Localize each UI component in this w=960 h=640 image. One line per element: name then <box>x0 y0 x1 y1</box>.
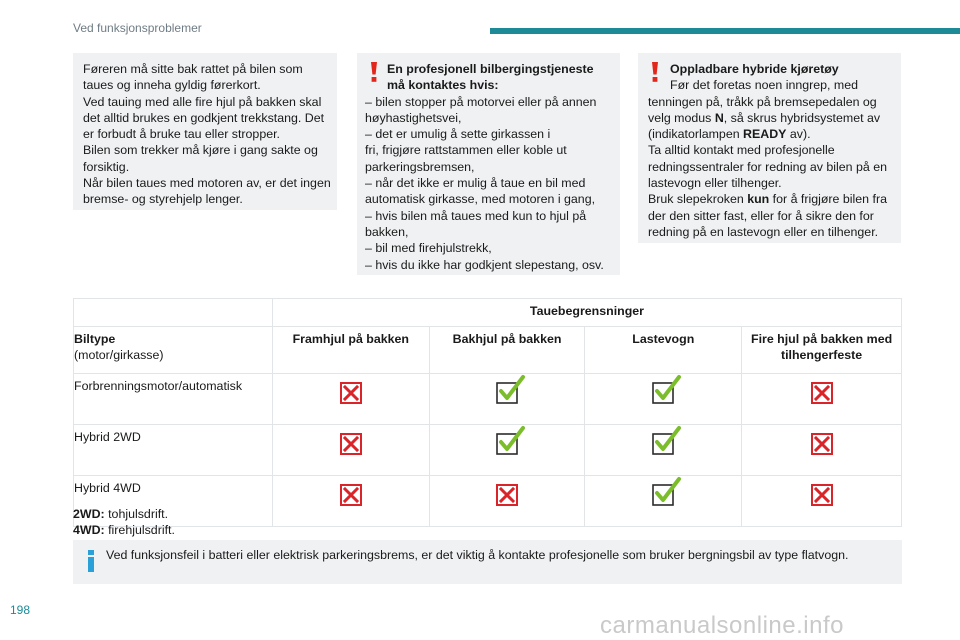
table-cell <box>585 374 742 425</box>
warning-title: må kontaktes hvis: <box>387 78 499 93</box>
row-label: Forbrenningsmotor/automatisk <box>74 374 273 425</box>
text-line: der den sitter fast, eller for å sikre den for <box>648 208 874 223</box>
table-cell <box>742 476 902 527</box>
text-line: – bilen stopper på motorvei eller på annen <box>365 94 597 109</box>
table-corner-cell <box>74 299 273 327</box>
text-line: automatisk girkasse, med motoren i gang, <box>365 192 596 207</box>
not-allowed-cross-icon <box>340 382 362 404</box>
not-allowed-cross-icon <box>340 433 362 455</box>
footnote-4wd: 4WD: firehjulsdrift. <box>73 523 175 537</box>
table-row <box>74 476 902 527</box>
text-line: redning på en lastevogn eller en tilhenger. <box>648 224 879 239</box>
warning-exclamation-icon <box>370 62 378 82</box>
text-line: bremse- og styrehjelp lenger. <box>83 192 243 207</box>
warning-title: Oppladbare hybride kjøretøy <box>670 62 839 76</box>
table-cell <box>429 374 585 425</box>
allowed-check-icon <box>496 382 518 404</box>
table-cell <box>585 425 742 476</box>
text-line: Føreren må sitte bak rattet på bilen som <box>83 62 303 76</box>
table-row <box>74 425 902 476</box>
text-line: parkeringsbremsen, <box>365 159 475 174</box>
table-header-row <box>74 327 902 374</box>
column-header: Bakhjul på bakken <box>429 327 585 374</box>
text-line: – hvis bilen må taues med kun to hjul på <box>365 208 587 223</box>
text-line: – det er umulig å sette girkassen i <box>365 127 551 142</box>
allowed-check-icon <box>496 433 518 455</box>
table-cell <box>272 425 429 476</box>
warning-title: En profesjonell bilbergingstjeneste <box>387 62 594 76</box>
column-header: Fire hjul på bakken med tilhengerfeste <box>742 327 902 374</box>
not-allowed-cross-icon <box>811 382 833 404</box>
text-line: Bilen som trekker må kjøre i gang sakte og <box>83 143 318 158</box>
table-cell <box>272 374 429 425</box>
table-cell <box>429 425 585 476</box>
footnotes <box>73 506 175 538</box>
info-icon <box>87 550 95 577</box>
allowed-check-icon <box>652 433 674 455</box>
hybrid-vehicle-warning-box <box>638 53 901 243</box>
text-line: – bil med firehjulstrekk, <box>365 241 492 256</box>
watermark: carmanualsonline.info <box>600 612 844 639</box>
table-cell <box>272 476 429 527</box>
footnote-2wd: 2WD: tohjulsdrift. <box>73 507 169 521</box>
row-label: Hybrid 4WD <box>74 476 273 527</box>
column-header: Framhjul på bakken <box>272 327 429 374</box>
towing-restrictions-table <box>73 298 902 527</box>
column-header: Lastevogn <box>585 327 742 374</box>
not-allowed-cross-icon <box>340 484 362 506</box>
header-accent-bar <box>490 28 960 34</box>
not-allowed-cross-icon <box>811 433 833 455</box>
text-line: – hvis du ikke har godkjent slepestang, osv. <box>365 257 604 272</box>
not-allowed-cross-icon <box>811 484 833 506</box>
text-line: er forbudt å bruke tau eller stropper. <box>83 127 280 142</box>
text-line: Bruk slepekroken kun for å frigjøre bilen fra <box>648 192 887 207</box>
text-line: forsiktig. <box>83 159 130 174</box>
table-title: Tauebegrensninger <box>272 299 901 327</box>
text-line: lastevogn eller tilhenger. <box>648 176 782 191</box>
text-line: tenningen på, tråkk på bremsepedalen og <box>648 94 877 109</box>
allowed-check-icon <box>652 484 674 506</box>
text-line: Ta alltid kontakt med profesjonelle <box>648 143 835 158</box>
text-line: høyhastighetsvei, <box>365 110 462 125</box>
text-line: (indikatorlampen READY av). <box>648 127 811 142</box>
text-line: – når det ikke er mulig å taue en bil med <box>365 176 586 191</box>
table-row <box>74 374 902 425</box>
table-cell <box>429 476 585 527</box>
page-number: 198 <box>10 603 31 617</box>
text-line: velg modus N, så skrus hybridsystemet av <box>648 110 881 125</box>
text-line: fri, frigjøre rattstammen eller koble ut <box>365 143 567 158</box>
table-cell <box>585 476 742 527</box>
vehicle-type-header: Biltype (motor/girkasse) <box>74 327 273 374</box>
text-line: Ved tauing med alle fire hjul på bakken skal <box>83 94 322 109</box>
warning-exclamation-icon <box>651 62 659 82</box>
text-line: Før det foretas noen inngrep, med <box>670 78 859 93</box>
info-box <box>73 540 902 584</box>
section-title: Ved funksjonsproblemer <box>73 21 202 35</box>
text-line: taues og inneha gyldig førerkort. <box>83 78 261 93</box>
text-line: bakken, <box>365 224 409 239</box>
row-label: Hybrid 2WD <box>74 425 273 476</box>
professional-towing-warning-box <box>357 53 620 275</box>
text-line: Når bilen taues med motoren av, er det ingen <box>83 176 331 191</box>
allowed-check-icon <box>652 382 674 404</box>
text-line: redningssentraler for redning av bilen på en <box>648 159 888 174</box>
table-cell <box>742 374 902 425</box>
towing-requirements-box <box>73 53 337 210</box>
info-text: Ved funksjonsfeil i batteri eller elektrisk parkeringsbrems, er det viktig å kontakte profesjonelle som bruker bergningsbil av type flatvogn. <box>106 548 849 562</box>
text-line: det alltid brukes en godkjent trekkstang. Det <box>83 110 325 125</box>
table-title-row <box>74 299 902 327</box>
not-allowed-cross-icon <box>496 484 518 506</box>
table-cell <box>742 425 902 476</box>
